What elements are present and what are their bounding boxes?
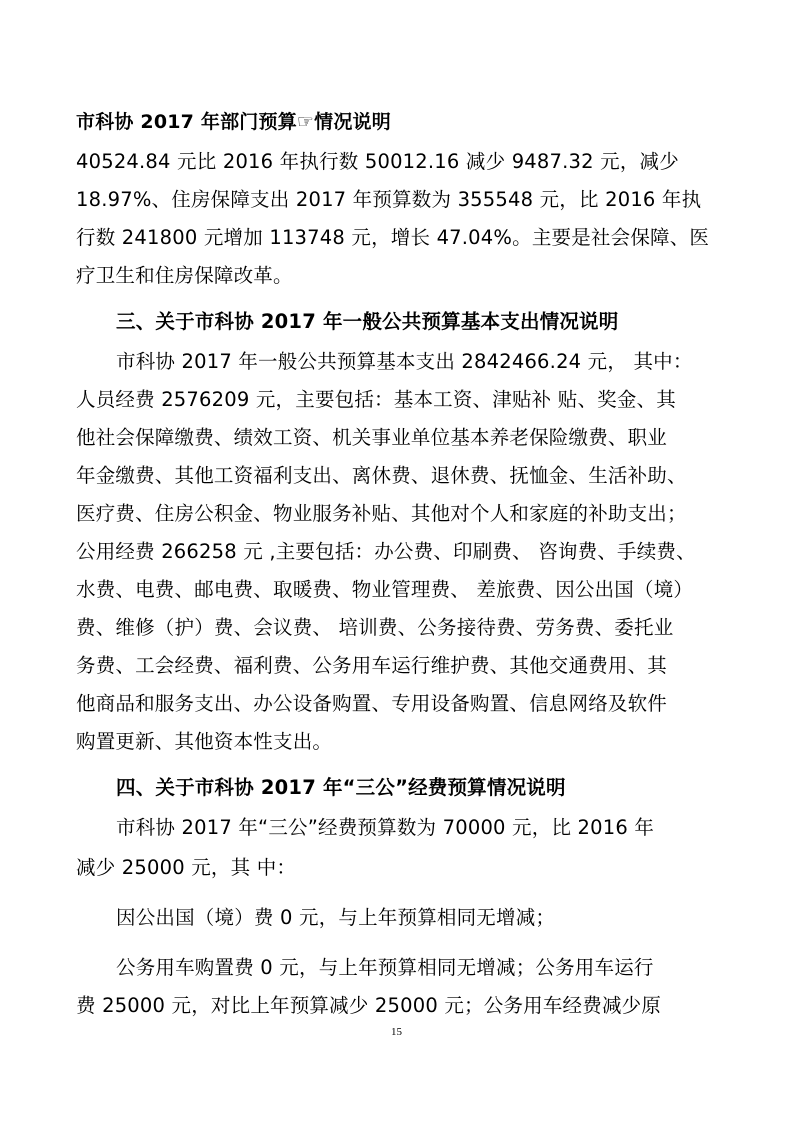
paragraph-line: 购置更新、其他资本性支出。 [76,730,333,753]
paragraph-line: 因公出国（境）费 0 元，与上年预算相同无增减； [116,906,556,929]
paragraph-line: 18.97%、住房保障支出 2017 年预算数为 355548 元，比 2016 年执 [76,188,702,211]
section-heading-3: 三、关于市科协 2017 年一般公共预算基本支出情况说明 [116,310,619,333]
paragraph-line: 人员经费 2576209 元，主要包括：基本工资、津贴补 贴、奖金、其 [76,388,676,411]
paragraph-line: 减少 25000 元，其 中： [76,856,297,879]
paragraph-line: 医疗费、住房公积金、物业服务补贴、其他对个人和家庭的补助支出； [76,502,687,525]
paragraph-line: 40524.84 元比 2016 年执行数 50012.16 减少 9487.32 元，减少 [76,150,679,173]
paragraph-line: 疗卫生和住房保障改革。 [76,264,293,287]
paragraph-line: 他商品和服务支出、办公设备购置、专用设备购置、信息网络及软件 [76,692,668,715]
paragraph-line: 市科协 2017 年一般公共预算基本支出 2842466.24 元， 其中： [116,350,693,373]
paragraph-line: 费 25000 元，对比上年预算减少 25000 元；公务用车经费减少原 [76,994,662,1017]
paragraph-line: 费、维修（护）费、会议费、 培训费、公务接待费、劳务费、委托业 [76,616,674,639]
page-number: 15 [391,1026,402,1038]
paragraph-line: 行数 241800 元增加 113748 元，增长 47.04%。主要是社会保障、医 [76,226,710,249]
section-heading-4: 四、关于市科协 2017 年“三公”经费预算情况说明 [116,776,566,799]
document-title: 市科协 2017 年部门预算☞情况说明 [76,111,391,133]
paragraph-line: 公用经费 266258 元 ,主要包括：办公费、印刷费、 咨询费、手续费、 [76,540,696,563]
paragraph-line: 公务用车购置费 0 元，与上年预算相同无增减；公务用车运行 [116,956,654,979]
paragraph-line: 水费、电费、邮电费、取暖费、物业管理费、 差旅费、因公出国（境） [76,578,694,601]
paragraph-line: 务费、工会经费、福利费、公务用车运行维护费、其他交通费用、其 [76,654,668,677]
paragraph-line: 他社会保障缴费、绩效工资、机关事业单位基本养老保险缴费、职业 [76,426,668,449]
paragraph-line: 市科协 2017 年“三公”经费预算数为 70000 元，比 2016 年 [116,816,655,839]
paragraph-line: 年金缴费、其他工资福利支出、离休费、退休费、抚恤金、生活补助、 [76,464,687,487]
